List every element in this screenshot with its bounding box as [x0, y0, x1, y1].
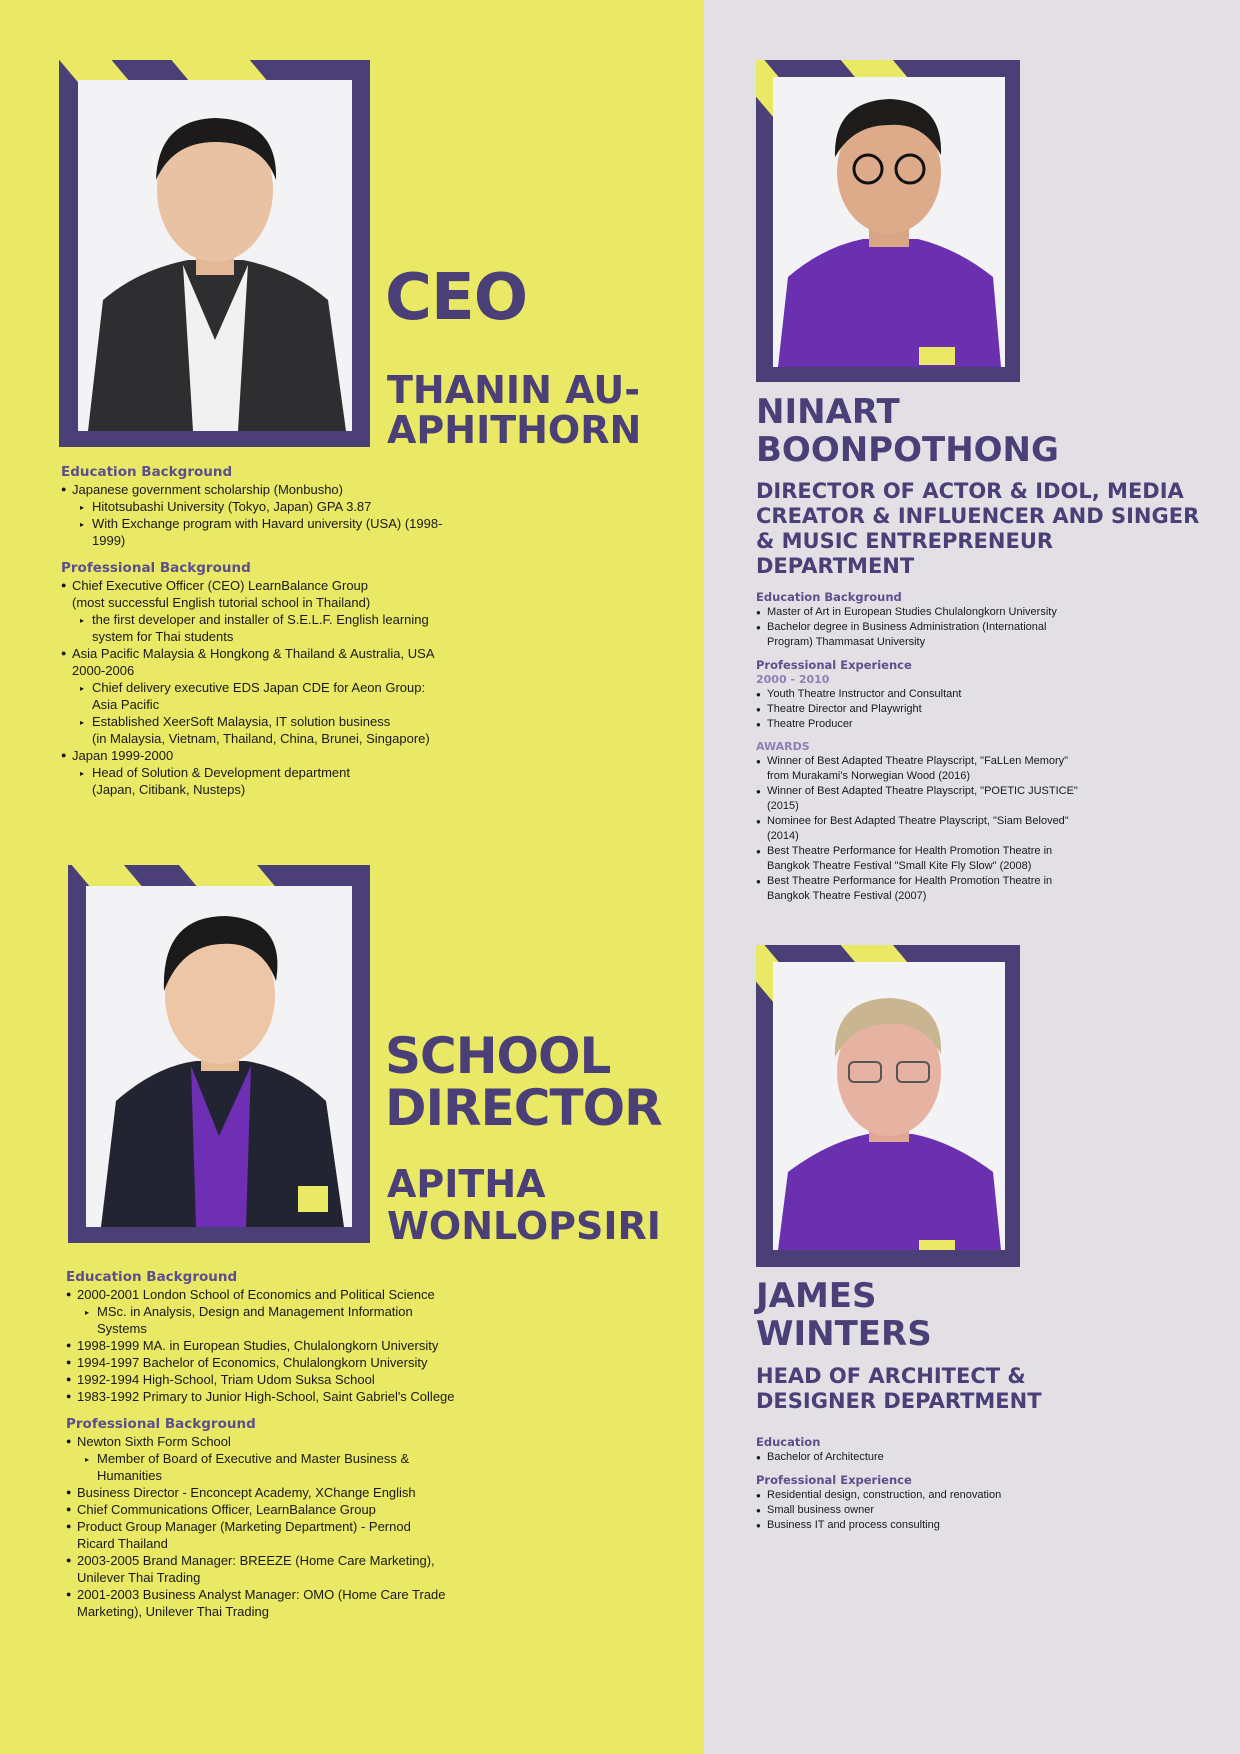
list-item: ▸ Head of Solution & Development department	[72, 764, 472, 781]
james-role-line1: HEAD OF ARCHITECT &	[756, 1364, 1026, 1388]
ceo-edu-heading: Education Background	[61, 464, 233, 480]
director-name	[387, 1163, 661, 1247]
director-details	[66, 1268, 477, 1620]
director-title-line2: DIRECTOR	[385, 1079, 662, 1137]
director-title	[385, 1027, 662, 1137]
ninart-details	[756, 590, 1207, 904]
list-item: Program) Thammasat University	[767, 636, 926, 648]
list-item: ● 2001-2003 Business Analyst Manager: OMO (Home Care Trade	[77, 1586, 477, 1603]
list-item: ● Small business owner	[767, 1503, 1207, 1518]
list-item: ● Bachelor degree in Business Administration (International	[767, 620, 1207, 635]
james-role-line2: DESIGNER DEPARTMENT	[756, 1389, 1042, 1413]
list-item: ▸ Chief delivery executive EDS Japan CDE for Aeon Group:	[72, 679, 472, 696]
list-item: Asia Pacific	[92, 697, 160, 712]
list-item: (in Malaysia, Vietnam, Thailand, China, Brunei, Singapore)	[92, 731, 430, 746]
list-item: ● Best Theatre Performance for Health Promotion Theatre in	[767, 874, 1207, 889]
list-item: ● Winner of Best Adapted Theatre Playscript, "POETIC JUSTICE"	[767, 784, 1207, 799]
ninart-awards-list	[767, 754, 1207, 904]
list-item: (2015)	[767, 800, 799, 812]
list-item: ● 2003-2005 Brand Manager: BREEZE (Home Care Marketing),	[77, 1552, 477, 1569]
list-item: ▸ Established XeerSoft Malaysia, IT solution business	[72, 713, 472, 730]
list-item: ● Business IT and process consulting	[767, 1518, 1207, 1533]
ninart-role-line4: DEPARTMENT	[756, 554, 915, 578]
ceo-edu-list	[72, 481, 472, 549]
james-pro-list	[767, 1488, 1207, 1533]
ceo-pro-list	[72, 577, 472, 798]
list-item: Humanities	[97, 1468, 163, 1483]
list-item: Bangkok Theatre Festival (2007)	[767, 890, 927, 902]
list-item: ● Chief Executive Officer (CEO) LearnBalance Group	[72, 577, 472, 594]
ceo-details	[61, 463, 472, 798]
list-item: Systems	[97, 1321, 147, 1336]
list-item: ▸ Hitotsubashi University (Tokyo, Japan) GPA 3.87	[72, 498, 472, 515]
ninart-role	[756, 479, 1226, 579]
ninart-photo-frame	[756, 60, 1020, 382]
list-item: ● Newton Sixth Form School	[77, 1433, 477, 1450]
list-item: ● Residential design, construction, and renovation	[767, 1488, 1207, 1503]
list-item: ● 1994-1997 Bachelor of Economics, Chulalongkorn University	[77, 1354, 477, 1371]
director-name-line1: APITHA	[387, 1162, 546, 1206]
ninart-pro-heading: Professional Experience	[756, 658, 912, 672]
list-item: system for Thai students	[92, 629, 234, 644]
director-photo	[86, 886, 352, 1227]
ninart-edu-heading: Education Background	[756, 590, 902, 604]
director-pro-list	[77, 1433, 477, 1620]
list-item: ● 1992-1994 High-School, Triam Udom Suksa School	[77, 1371, 477, 1388]
list-item: ● Theatre Director and Playwright	[767, 702, 1207, 717]
director-title-line1: SCHOOL	[385, 1027, 611, 1085]
list-item: Ricard Thailand	[77, 1536, 168, 1551]
ceo-title: CEO	[385, 261, 528, 335]
ninart-name	[756, 393, 1059, 469]
list-item: 1999)	[92, 533, 126, 548]
ninart-pro-years: 2000 - 2010	[756, 673, 830, 686]
list-item: ● Japanese government scholarship (Monbusho)	[72, 481, 472, 498]
james-details	[756, 1435, 1207, 1533]
ceo-name	[387, 370, 641, 450]
james-role	[756, 1364, 1042, 1414]
list-item: ● Product Group Manager (Marketing Department) - Pernod	[77, 1518, 477, 1535]
james-name	[756, 1277, 932, 1353]
james-photo	[773, 962, 1005, 1250]
ninart-role-line2: CREATOR & INFLUENCER AND SINGER	[756, 504, 1200, 528]
list-item: ● 1983-1992 Primary to Junior High-School, Saint Gabriel's College	[77, 1388, 477, 1405]
director-name-line2: WONLOPSIRI	[387, 1204, 661, 1248]
list-item: ● 1998-1999 MA. in European Studies, Chulalongkorn University	[77, 1337, 477, 1354]
list-item: ● Business Director - Enconcept Academy, XChange English	[77, 1484, 477, 1501]
ninart-name-line2: BOONPOTHONG	[756, 430, 1059, 470]
list-item: ● Theatre Producer	[767, 717, 1207, 732]
ninart-pro-list	[767, 687, 1207, 732]
list-item: ● Youth Theatre Instructor and Consultant	[767, 687, 1207, 702]
list-item: ▸ MSc. in Analysis, Design and Management Information	[77, 1303, 477, 1320]
list-item: ● Bachelor of Architecture	[767, 1450, 1207, 1465]
list-item: ● 2000-2001 London School of Economics and Political Science	[77, 1286, 477, 1303]
ceo-pro-heading: Professional Background	[61, 560, 251, 576]
ninart-edu-list	[767, 605, 1207, 650]
ninart-role-line3: & MUSIC ENTREPRENEUR	[756, 529, 1054, 553]
james-edu-heading: Education	[756, 1435, 821, 1449]
list-item: ● Best Theatre Performance for Health Promotion Theatre in	[767, 844, 1207, 859]
list-item: Bangkok Theatre Festival "Small Kite Fly Slow" (2008)	[767, 860, 1032, 872]
james-edu-list	[767, 1450, 1207, 1465]
list-item: from Murakami's Norwegian Wood (2016)	[767, 770, 971, 782]
ceo-name-line1: THANIN AU-	[387, 368, 640, 412]
ceo-name-line2: APHITHORN	[387, 408, 642, 452]
list-item: ● Japan 1999-2000	[72, 747, 472, 764]
list-item: (Japan, Citibank, Nusteps)	[92, 782, 246, 797]
list-item: Marketing), Unilever Thai Trading	[77, 1604, 269, 1619]
james-pro-heading: Professional Experience	[756, 1473, 912, 1487]
james-name-line1: JAMES	[756, 1276, 877, 1316]
director-pro-heading: Professional Background	[66, 1416, 256, 1432]
list-item: ● Chief Communications Officer, LearnBalance Group	[77, 1501, 477, 1518]
list-item: ▸ Member of Board of Executive and Master Business &	[77, 1450, 477, 1467]
james-name-line2: WINTERS	[756, 1314, 932, 1354]
ninart-awards-heading: AWARDS	[756, 740, 810, 753]
list-item: ▸ With Exchange program with Havard university (USA) (1998-	[72, 515, 472, 532]
director-photo-frame	[68, 865, 370, 1243]
list-item: ● Master of Art in European Studies Chulalongkorn University	[767, 605, 1207, 620]
list-item: ● Winner of Best Adapted Theatre Playscript, "FaLLen Memory"	[767, 754, 1207, 769]
list-item: ▸ the first developer and installer of S.E.L.F. English learning	[72, 611, 472, 628]
director-edu-list	[77, 1286, 477, 1405]
ceo-photo-frame	[59, 60, 370, 447]
director-edu-heading: Education Background	[66, 1269, 238, 1285]
list-item: ● Nominee for Best Adapted Theatre Playscript, "Siam Beloved"	[767, 814, 1207, 829]
ninart-name-line1: NINART	[756, 392, 900, 432]
list-item: (2014)	[767, 830, 799, 842]
list-item: (most successful English tutorial school in Thailand)	[72, 595, 371, 610]
ninart-role-line1: DIRECTOR OF ACTOR & IDOL, MEDIA	[756, 479, 1184, 503]
james-photo-frame	[756, 945, 1020, 1267]
list-item: 2000-2006	[72, 663, 135, 678]
ceo-photo	[78, 80, 352, 431]
list-item: Unilever Thai Trading	[77, 1570, 201, 1585]
ninart-photo	[773, 77, 1005, 367]
list-item: ● Asia Pacific Malaysia & Hongkong & Thailand & Australia, USA	[72, 645, 472, 662]
